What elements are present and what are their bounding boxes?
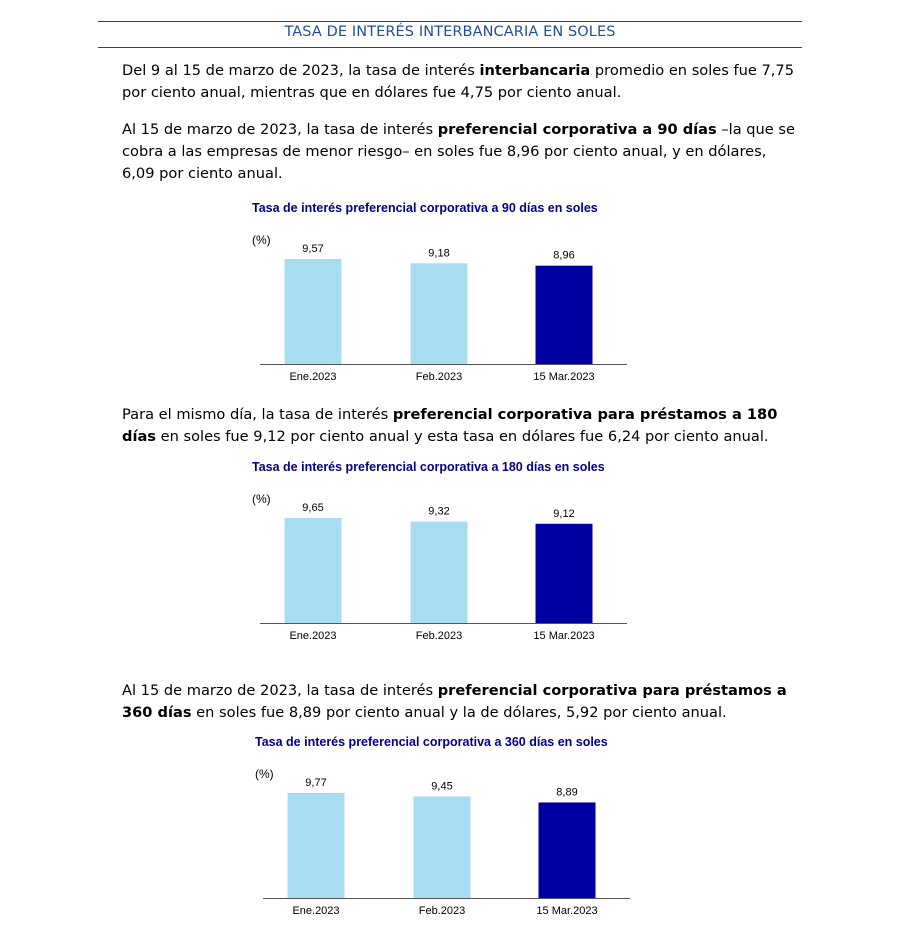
chart-title: Tasa de interés preferencial corporativa a 180 días en soles: [252, 460, 605, 474]
bar: [411, 263, 468, 364]
paragraph-text: Al 15 de marzo de 2023, la tasa de interés: [122, 682, 438, 699]
x-tick-label: Feb.2023: [415, 630, 463, 642]
bar: [411, 522, 468, 623]
paragraph-90-days: [122, 119, 802, 185]
data-label: 9,45: [431, 780, 453, 793]
data-label: 8,96: [553, 249, 575, 262]
x-tick-label: Ene.2023: [292, 905, 340, 917]
chart-360-days: [255, 735, 645, 945]
x-tick-label: Ene.2023: [289, 371, 337, 383]
paragraph-text: en soles fue 9,12 por ciento anual y esta tasa en dólares fue 6,24 por ciento anual.: [155, 428, 769, 445]
paragraph-interbank: [122, 60, 802, 104]
x-tick-label: 15 Mar.2023: [533, 630, 595, 642]
data-label: 9,18: [428, 247, 450, 260]
paragraph-text: Al 15 de marzo de 2023, la tasa de interés: [122, 121, 438, 138]
bar: [539, 802, 596, 898]
paragraph-text: –la que se cobra a las empresas de menor riesgo– en soles fue 8,96 por ciento anual, y en dólares, 6,09 por ciento anual.: [122, 121, 796, 182]
data-label: 9,32: [428, 505, 450, 518]
chart-title: Tasa de interés preferencial corporativa a 360 días en soles: [255, 735, 608, 749]
chart-90-days: [252, 201, 642, 411]
bar: [536, 266, 593, 364]
header-bottom-rule: [98, 47, 802, 48]
data-label: 9,57: [302, 243, 324, 255]
paragraph-360-days: [122, 680, 802, 724]
data-label: 9,65: [302, 502, 324, 514]
bar: [288, 793, 345, 898]
x-tick-label: 15 Mar.2023: [536, 905, 598, 917]
x-tick-label: Ene.2023: [289, 630, 337, 642]
paragraph-text: en soles fue 8,89 por ciento anual y la de dólares, 5,92 por ciento anual.: [191, 704, 727, 721]
bold-term: preferencial corporativa para préstamos a 360 días: [122, 682, 787, 721]
bar: [285, 518, 342, 623]
bar-chart-svg: [255, 735, 645, 925]
bar: [536, 524, 593, 623]
paragraph-180-days: [122, 404, 802, 448]
x-tick-label: Feb.2023: [418, 905, 466, 917]
chart-unit: (%): [252, 233, 271, 247]
bar: [414, 796, 471, 898]
chart-unit: (%): [255, 767, 274, 781]
x-tick-label: Feb.2023: [415, 371, 463, 383]
section-heading: TASA DE INTERÉS INTERBANCARIA EN SOLES: [284, 24, 616, 40]
data-label: 9,77: [305, 777, 327, 789]
paragraph-text: promedio en soles fue 7,75 por ciento anual, mientras que en dólares fue 4,75 por ciento anual.: [122, 62, 794, 101]
bar: [285, 259, 342, 364]
bar-chart-svg: [252, 460, 642, 650]
bold-term: preferencial corporativa para préstamos a 180 días: [122, 406, 778, 445]
bar-chart-svg: [252, 201, 642, 391]
x-tick-label: 15 Mar.2023: [533, 371, 595, 383]
chart-title: Tasa de interés preferencial corporativa a 90 días en soles: [252, 201, 598, 215]
paragraph-text: Para el mismo día, la tasa de interés: [122, 406, 393, 423]
chart-180-days: [252, 460, 642, 670]
paragraph-text: Del 9 al 15 de marzo de 2023, la tasa de interés: [122, 62, 480, 79]
chart-unit: (%): [252, 492, 271, 506]
data-label: 8,89: [556, 786, 578, 799]
bold-term: preferencial corporativa a 90 días: [437, 121, 717, 138]
bold-term: interbancaria: [479, 62, 591, 79]
data-label: 9,12: [553, 507, 575, 520]
header-top-rule: [98, 21, 802, 22]
